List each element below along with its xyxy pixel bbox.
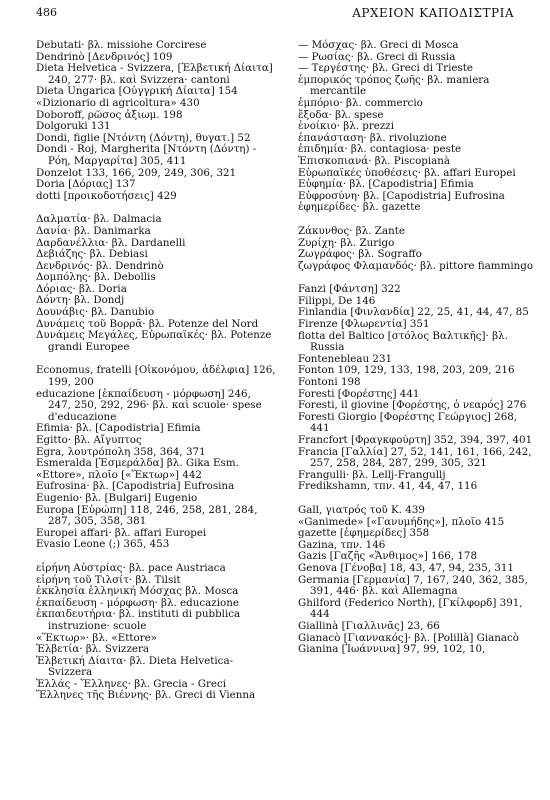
index-column-right xyxy=(298,40,536,656)
index-entry: Δυνάμεις Μεγάλες, Εὐρωπαϊκές· βλ. Potenze grandi Europee xyxy=(36,329,272,353)
index-entry: Donzelot 133, 166, 209, 249, 306, 321 xyxy=(36,166,237,179)
index-entry: Egitto· βλ. Αἴγυπτος xyxy=(36,434,142,446)
index-entry: ἐμπορικός τρόπος ζωῆς· βλ. maniera mercantile xyxy=(298,73,490,98)
index-group xyxy=(36,563,276,702)
index-entry: Doboroff, ρῶσος ἀξιωμ. 198 xyxy=(36,108,183,121)
index-entry: Germania [Γερμανία] 7, 167, 240, 362, 385, 391, 446· βλ. καὶ Allemagna xyxy=(298,573,528,598)
index-entry: Fontoni 198 xyxy=(298,376,361,389)
index-entry: Genova [Γένοβα] 18, 43, 47, 94, 235, 311 xyxy=(298,561,514,574)
index-entry: Gazina, τπν. 146 xyxy=(298,538,386,551)
index-entry: Gall, γιατρός τοῦ Κ. 439 xyxy=(298,503,425,516)
index-column-left xyxy=(36,40,276,702)
index-entry: ἔξοδα· βλ. spese xyxy=(298,108,384,121)
index-entry: ζωγράφος Φλαμανδός· βλ. pittore fiammingo xyxy=(298,259,534,272)
index-entry: dotti [προικοδοτήσεις] 429 xyxy=(36,189,177,202)
index-entry: Δαρδανέλλια· βλ. Dardanelli xyxy=(36,236,186,249)
index-entry: Economus, fratelli [Οἰκονόμου, ἀδέλφια] 126, 199, 200 xyxy=(36,364,276,389)
index-entry: ἐκπαιδευτήρια· βλ. instituti di pubblica instruzione· scuole xyxy=(36,608,241,632)
index-entry: Doria [Δόριας] 137 xyxy=(36,178,136,191)
index-entry: Ἕλληνες τῆς Βιέννης· βλ. Greci di Vienna xyxy=(36,689,256,702)
index-group xyxy=(298,284,536,493)
index-group xyxy=(36,214,276,353)
index-entry: Fanzi [Φάντση] 322 xyxy=(298,283,401,296)
index-entry: — Τεργέστης· βλ. Greci di Trieste xyxy=(298,62,473,75)
index-entry: ἐκκλησία ἑλληνική Μόσχας βλ. Mosca xyxy=(36,585,239,598)
index-entry: Foresti Giorgio [Φορέστης Γεώργιος] 268, 441 xyxy=(298,410,518,435)
index-entry: Firenze [Φλωρεντία] 351 xyxy=(298,318,430,331)
index-entry: Δόντη· βλ. Dondj xyxy=(36,294,125,307)
index-entry: Εὐφημία· βλ. [Capodistria] Efimia xyxy=(298,178,474,191)
index-entry: Filippi, De 146 xyxy=(298,294,376,307)
index-entry: ἐνοίκιο· βλ. prezzi xyxy=(298,120,395,133)
index-entry: «Ettore», πλοῖο [«Ἕκτωρ»] 442 xyxy=(36,468,202,481)
page-number: 486 xyxy=(36,6,57,19)
index-entry: Europa [Εὐρώπη] 118, 246, 258, 281, 284, 287, 305, 358, 381 xyxy=(36,503,258,528)
index-entry: flotta del Baltico [στόλος Βαλτικῆς]· βλ. Russia xyxy=(298,329,508,354)
index-entry: Debutati· βλ. missiohe Corcirese xyxy=(36,39,207,51)
index-entry: ἐμπόριο· βλ. commercio xyxy=(298,96,423,109)
index-group xyxy=(36,365,276,551)
index-entry: Δυνάμεις τοῦ Βορρᾶ· βλ. Potenze del Nord xyxy=(36,317,259,330)
index-entry: Evasio Leone (;) 365, 453 xyxy=(36,538,170,551)
index-group xyxy=(298,40,536,214)
index-entry: — Μόσχας· βλ. Greci di Mosca xyxy=(298,39,459,51)
index-entry: Fontenebleau 231 xyxy=(298,352,393,365)
index-entry: Ἐλβετία· βλ. Svizzera xyxy=(36,643,150,656)
index-entry: Ghilford (Federico North), [Γκίλφορδ] 391, 444 xyxy=(298,596,523,621)
index-entry: Ἑλβετική Δίαιτα· βλ. Dieta Helvetica-Svizzera xyxy=(36,654,234,679)
index-entry: Gazis [Γαζῆς «Ἄνθιμος»] 166, 178 xyxy=(298,550,477,563)
index-entry: Dondi, figlie [Ντόντη (Δόντη), θυγατ.] 52 xyxy=(36,131,251,144)
index-entry: ἐπανάσταση· βλ. rivoluzione xyxy=(298,131,447,144)
index-entry: Dondi - Roj, Margherita [Ντόντη (Δόντη) - Ρόη, Μαργαρίτα] 305, 411 xyxy=(36,143,257,167)
index-entry: Ζυρίχη· βλ. Zurigo xyxy=(298,236,395,249)
index-entry: Ζάκυνθος· βλ. Zante xyxy=(298,224,405,237)
index-entry: Fonton 109, 129, 133, 198, 203, 209, 216 xyxy=(298,364,515,377)
index-entry: Ἑλλάς - Ἕλληνες· βλ. Grecia - Greci xyxy=(36,677,227,690)
index-entry: gazette [ἐφημερίδες] 358 xyxy=(298,527,430,540)
index-entry: Eufrosina· βλ. [Capodistria] Eufrosina xyxy=(36,480,235,493)
running-title: ΑΡΧΕΙΟΝ ΚΑΠΟΔΙΣΤΡΙΑ xyxy=(352,6,514,20)
index-entry: Fredikshamn, τπν. 41, 44, 47, 116 xyxy=(298,480,478,493)
index-group xyxy=(298,505,536,656)
index-entry: Egra, λουτρόπολη 358, 364, 371 xyxy=(36,445,206,458)
index-entry: Dolgoruki 131 xyxy=(36,120,111,133)
page-header xyxy=(36,6,514,22)
index-entry: «Dizionario di agricoltura» 430 xyxy=(36,96,200,109)
index-entry: Gianina [Ἰωάννινα] 97, 99, 102, 10, xyxy=(298,643,486,656)
index-entry: Dieta Ungarica [Οὐγγρική Δίαιτα] 154 xyxy=(36,85,238,98)
index-entry: Ζωγράφος· βλ. Sograffo xyxy=(298,248,422,261)
index-group xyxy=(298,226,536,272)
index-entry: Finlandia [Φινλανδία] 22, 25, 41, 44, 47, 85 xyxy=(298,306,529,319)
index-group xyxy=(36,40,276,202)
index-entry: Ἐπισκοπιανά· βλ. Piscopianà xyxy=(298,154,451,167)
index-entry: εἰρήνη Αὐστρίας· βλ. pace Austriaca xyxy=(36,561,226,574)
index-entry: Dieta Helvetica - Svizzera, [Ἑλβετική Δίαιτα] 240, 277· βλ. καὶ Svizzera· cantoni xyxy=(36,62,273,86)
index-entry: εἰρήνη τοῦ Τιλσίτ· βλ. Tilsit xyxy=(36,573,181,586)
index-entry: Esmeralda [Ἐσμεράλδα] βλ. Gika Esm. xyxy=(36,457,239,470)
index-entry: Δεβιάζης· βλ. Debiasi xyxy=(36,248,148,261)
index-entry: Foresti [Φορέστης] 441 xyxy=(298,387,420,400)
index-entry: Europei affari· βλ. affari Europei xyxy=(36,526,207,539)
index-entry: ἐκπαίδευση - μόρφωση· βλ. educazione xyxy=(36,596,239,609)
index-entry: — Ρωσίας· βλ. Greci di Russia xyxy=(298,50,456,63)
index-entry: Eugenio· βλ. [Bulgari] Eugenio xyxy=(36,491,198,504)
index-entry: Εὐφροσύνη· βλ. [Capodistria] Eufrosina xyxy=(298,189,505,202)
index-entry: Δανία· βλ. Danimarka xyxy=(36,224,151,237)
index-entry: Δενδρινός· βλ. Dendrinò xyxy=(36,259,164,272)
index-entry: Δουνάβις· βλ. Danubio xyxy=(36,306,155,319)
index-entry: «Ἕκτωρ»· βλ. «Ettore» xyxy=(36,631,158,644)
index-entry: «Ganimede» [«Γανυμήδης»], πλοῖο 415 xyxy=(298,515,505,528)
index-entry: Frangulli· βλ. Lellj-Frangullj xyxy=(298,468,446,481)
index-entry: Giallinà [Γιαλλινᾶς] 23, 66 xyxy=(298,619,440,632)
index-entry: Gianacò [Γιαννακός]· βλ. [Polillà] Gianacò xyxy=(298,631,520,644)
index-entry: ἐπιδημία· βλ. contagiosa· peste xyxy=(298,143,462,156)
index-entry: ἐφημερίδες· βλ. gazette xyxy=(298,201,421,214)
index-entry: Francfort [Φραγκφούρτη] 352, 394, 397, 401 xyxy=(298,434,533,446)
index-entry: Dendrinò [Δενδρινός] 109 xyxy=(36,50,173,63)
index-entry: Δαλματία· βλ. Dalmacia xyxy=(36,213,162,226)
index-entry: Εὐρωπαϊκές ὑποθέσεις· βλ. affari Europei xyxy=(298,166,516,179)
index-entry: Δομπόλης· βλ. Debollis xyxy=(36,271,156,284)
index-entry: Foresti, il giovine [Φορέστης, ὁ νεαρός] 276 xyxy=(298,399,527,412)
index-entry: Efimia· βλ. [Capodistria] Efimia xyxy=(36,422,201,435)
index-entry: Francia [Γαλλία] 27, 52, 141, 161, 166, 242, 257, 258, 284, 287, 299, 305, 321 xyxy=(298,445,532,470)
index-entry: Δόριας· βλ. Doria xyxy=(36,282,127,295)
index-entry: educazione [ἐκπαίδευση - μόρφωση] 246, 247, 250, 292, 296· βλ. καὶ scuole· spese d'educazione xyxy=(36,387,262,423)
